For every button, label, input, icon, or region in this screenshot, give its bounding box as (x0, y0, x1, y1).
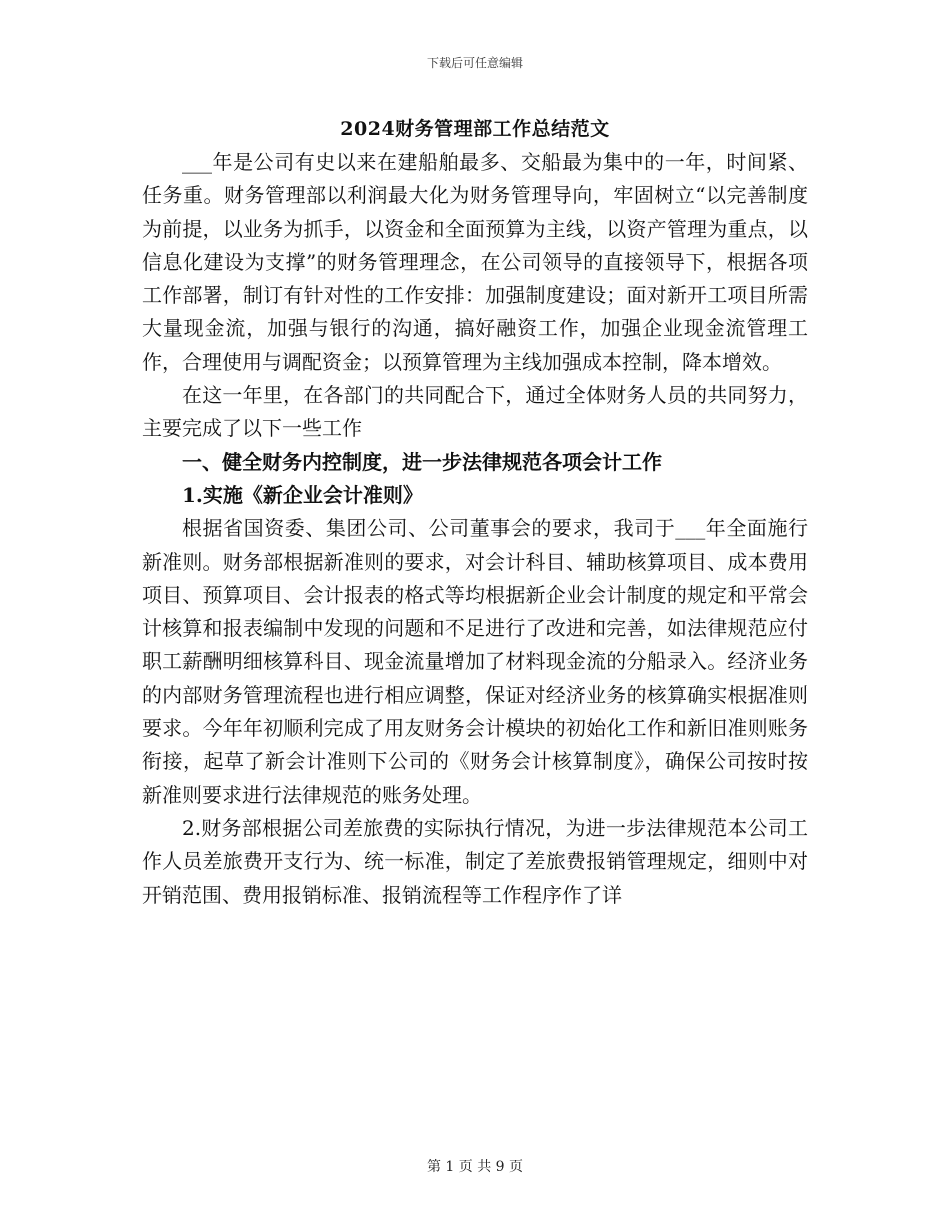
document-body (142, 146, 808, 912)
header-note: 下载后可任意编辑 (426, 56, 523, 70)
paragraph-new-standards: 根据省国资委、集团公司、公司董事会的要求，我司于___年全面施行新准则。财务部根据新准则的要求，对会计科目、辅助核算项目、成本费用项目、预算项目、会计报表的格式等均根据新企业会计制度的规定和平常会计核算和报表编制中发现的问题和不足进行了改进和完善，如法律规范应付职工薪酬明细核算科目、现金流量增加了材料现金流的分船录入。经济业务的内部财务管理流程也进行相应调整，保证对经济业务的核算确实根据准则要求。今年年初顺利完成了用友财务会计模块的初始化工作和新旧准则账务衔接，起草了新会计准则下公司的《财务会计核算制度》，确保公司按时按新准则要求进行法律规范的账务处理。 (142, 516, 808, 807)
subsection-heading-1: 1.实施《新企业会计准则》 (182, 482, 423, 507)
page-footer: 第 1 页 共 9 页 (426, 1159, 524, 1175)
paragraph-intro: ___年是公司有史以来在建船舶最多、交船最为集中的一年，时间紧、任务重。财务管理部以利润最大化为财务管理导向，牢固树立“以完善制度为前提，以业务为抓手，以资金和全面预算为主线，以资产管理为重点，以信息化建设为支撑”的财务管理理念，在公司领导的直接领导下，根据各项工作部署，制订有针对性的工作安排：加强制度建设；面对新开工项目所需大量现金流，加强与银行的沟通，搞好融资工作，加强企业现金流管理工作，合理使用与调配资金；以预算管理为主线加强成本控制，降本增效。 (142, 150, 808, 374)
paragraph-summary-lead: 在这一年里，在各部门的共同配合下，通过全体财务人员的共同努力，主要完成了以下一些工作 (142, 383, 808, 441)
section-heading-1: 一、健全财务内控制度，进一步法律规范各项会计工作 (182, 449, 662, 474)
document-title: 2024财务管理部工作总结范文 (340, 118, 610, 140)
paragraph-travel-expense: 2.财务部根据公司差旅费的实际执行情况，为进一步法律规范本公司工作人员差旅费开支行为、统一标准，制定了差旅费报销管理规定，细则中对开销范围、费用报销标准、报销流程等工作程序作了详 (142, 815, 808, 907)
